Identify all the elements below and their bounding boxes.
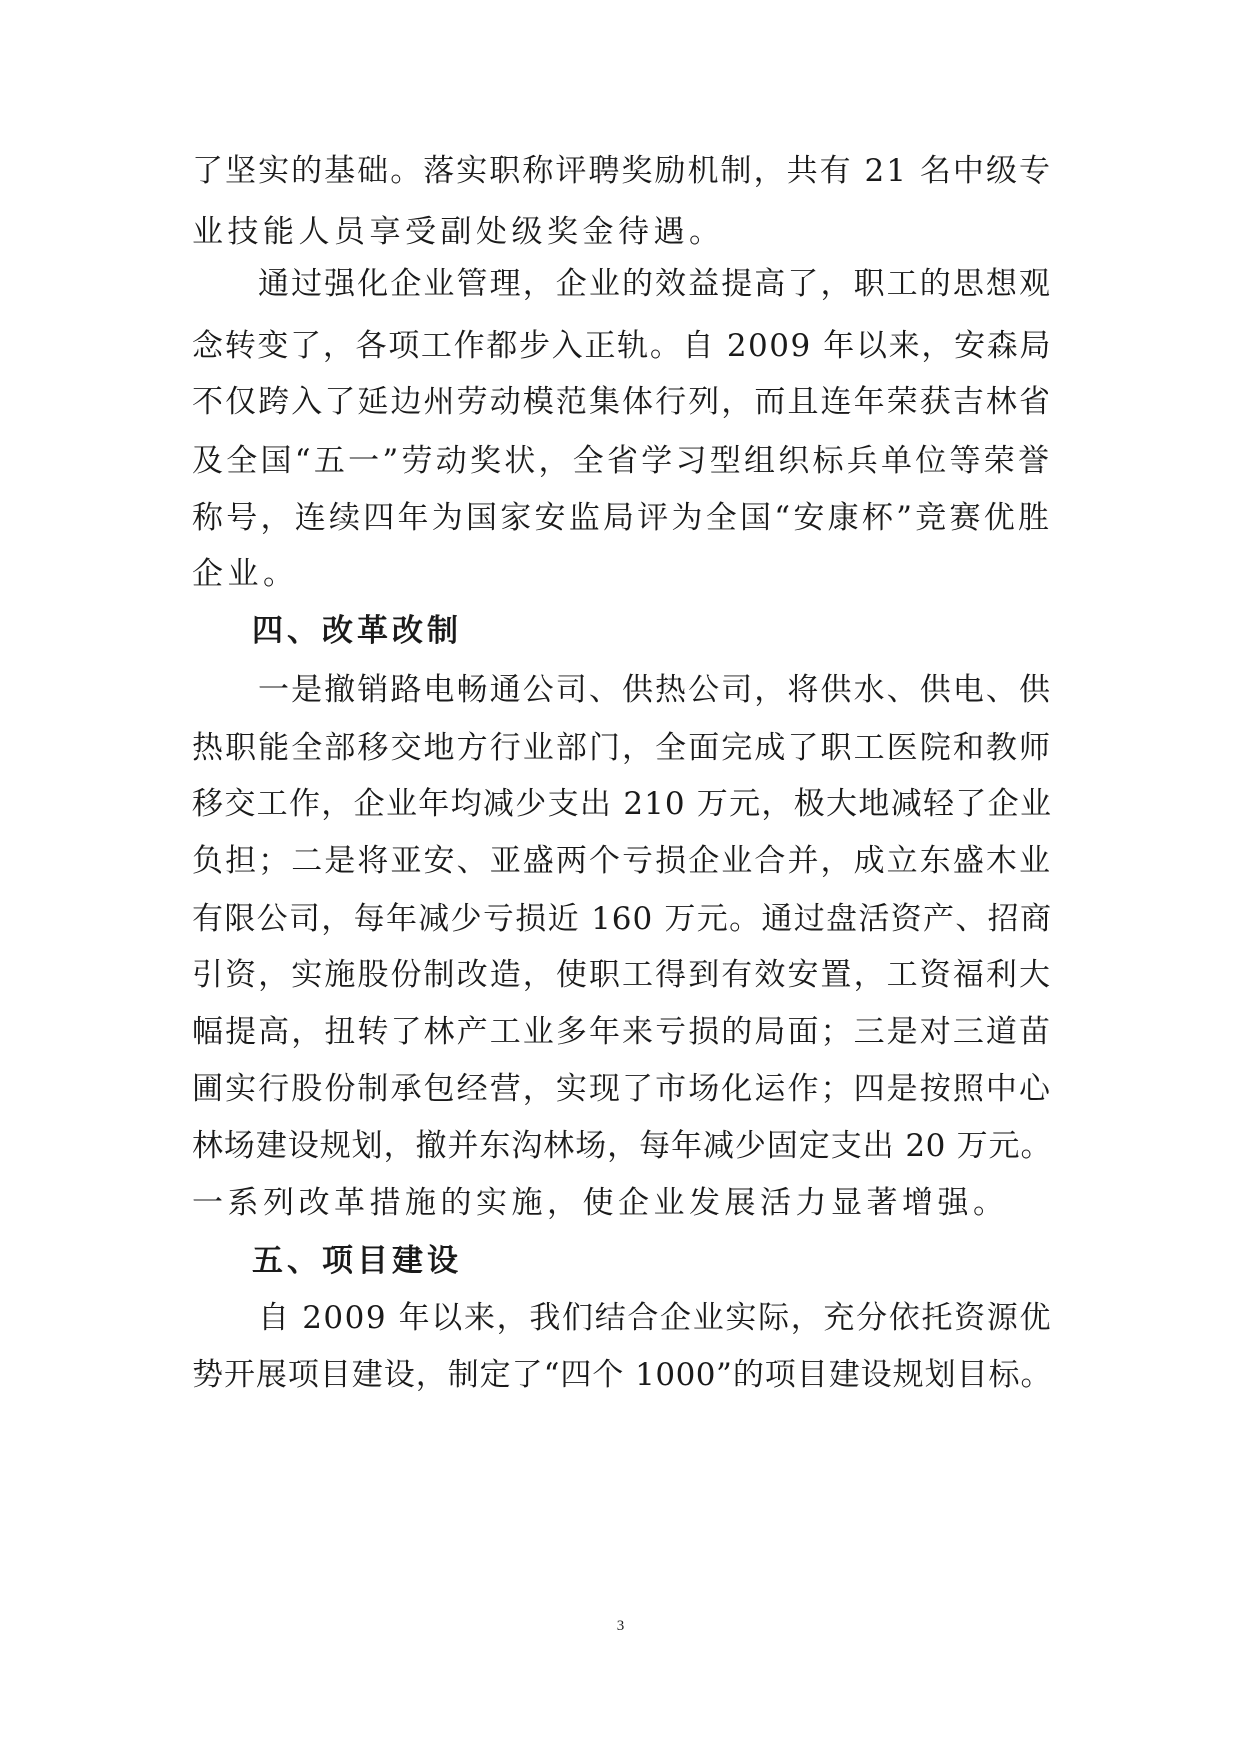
body-text-line: 热职能全部移交地方行业部门，全面完成了职工医院和教师 — [192, 730, 1052, 766]
body-text-line: 引资，实施股份制改造，使职工得到有效安置，工资福利大 — [192, 957, 1052, 993]
body-text-line: 幅提高，扭转了林产工业多年来亏损的局面；三是对三道苗 — [192, 1014, 1052, 1050]
body-text-line: 负担；二是将亚安、亚盛两个亏损企业合并，成立东盛木业 — [192, 843, 1052, 879]
body-text-line: 一系列改革措施的实施，使企业发展活力显著增强。 — [192, 1185, 1009, 1221]
body-text-line: 林场建设规划，撤并东沟林场，每年减少固定支出 20 万元。 — [192, 1128, 1052, 1164]
body-text-line: 通过强化企业管理，企业的效益提高了，职工的思想观 — [258, 266, 1052, 302]
section-heading: 五、项目建设 — [252, 1243, 462, 1279]
body-text-line: 圃实行股份制承包经营，实现了市场化运作；四是按照中心 — [192, 1071, 1052, 1107]
body-text-line: 及全国“五一”劳动奖状，全省学习型组织标兵单位等荣誉 — [192, 443, 1052, 479]
body-text-line: 称号，连续四年为国家安监局评为全国“安康杯”竞赛优胜 — [192, 500, 1052, 536]
body-text-line: 了坚实的基础。落实职称评聘奖励机制，共有 21 名中级专 — [192, 153, 1052, 189]
body-text-line: 不仅跨入了延边州劳动模范集体行列，而且连年荣获吉林省 — [192, 384, 1052, 420]
section-heading: 四、改革改制 — [252, 613, 462, 649]
body-text-line: 自 2009 年以来，我们结合企业实际，充分依托资源优 — [258, 1300, 1052, 1336]
body-text-line: 念转变了，各项工作都步入正轨。自 2009 年以来，安森局 — [192, 328, 1052, 364]
body-text-line: 业技能人员享受副处级奖金待遇。 — [192, 214, 725, 250]
body-text-line: 有限公司，每年减少亏损近 160 万元。通过盘活资产、招商 — [192, 901, 1052, 937]
body-text-line: 一是撤销路电畅通公司、供热公司，将供水、供电、供 — [258, 672, 1052, 708]
body-text-line: 企业。 — [192, 556, 299, 592]
body-text-line: 移交工作，企业年均减少支出 210 万元，极大地减轻了企业 — [192, 786, 1052, 822]
body-text-line: 势开展项目建设，制定了“四个 1000”的项目建设规划目标。 — [192, 1357, 1052, 1393]
page-number: 3 — [616, 1618, 625, 1634]
